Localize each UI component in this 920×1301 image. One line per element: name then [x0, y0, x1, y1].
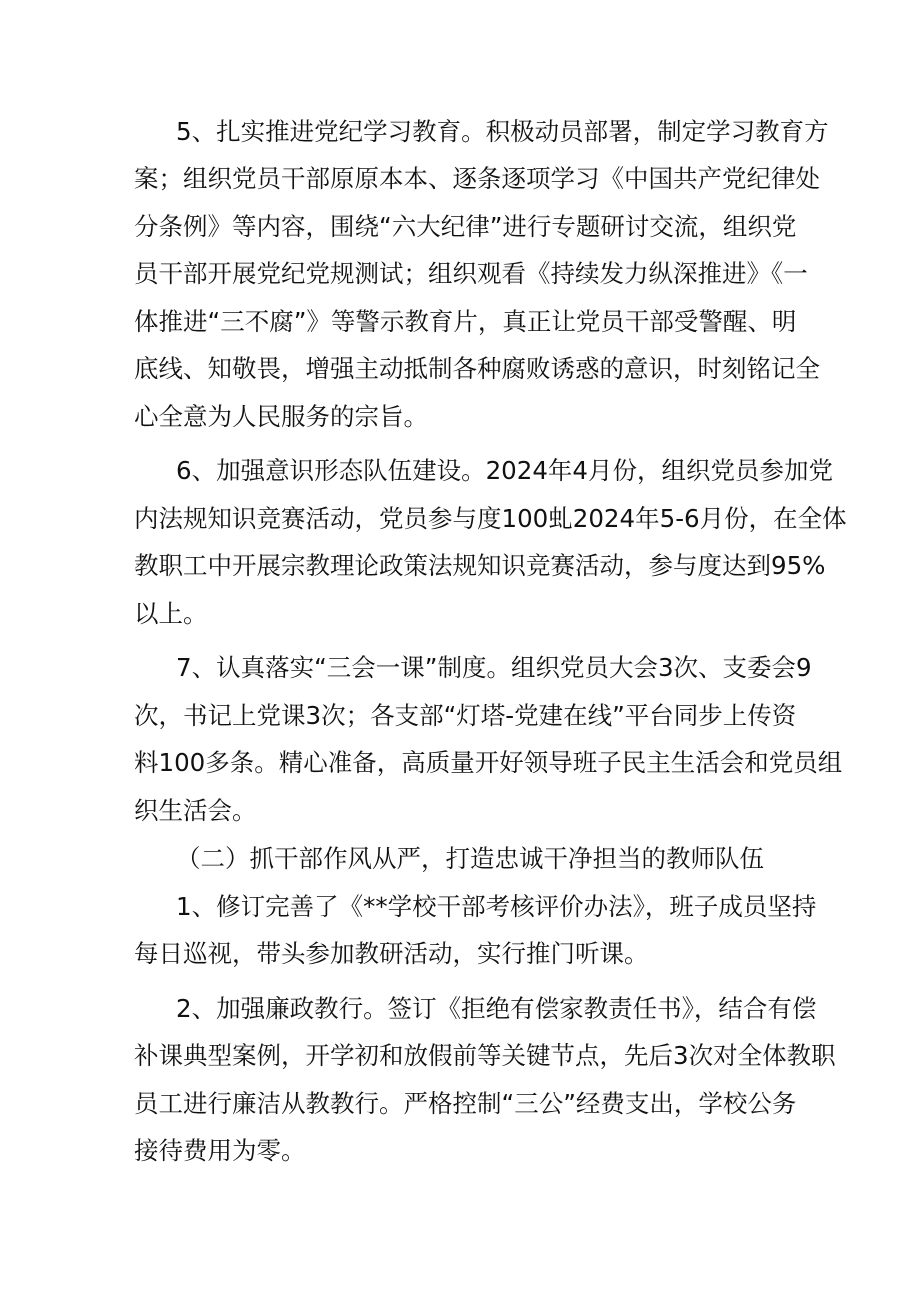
paragraph-6-line-3: 教职工中开展宗教理论政策法规知识竞赛活动，参与度达到95%	[134, 551, 826, 580]
paragraph-7-line-1: 7、认真落实“三会一课”制度。组织党员大会3次、支委会9	[176, 653, 812, 682]
paragraph-5-line-3: 分条例》等内容，围绕“六大纪律”进行专题研讨交流，组织党	[134, 212, 797, 241]
paragraph-5-line-4: 员干部开展党纪党规测试；组织观看《持续发力纵深推进》《一	[134, 259, 808, 288]
paragraph-7-line-3: 料100多条。精心准备，高质量开好领导班子民主生活会和党员组	[134, 748, 843, 777]
paragraph-1-line-2: 每日巡视，带头参加教研活动，实行推门听课。	[134, 939, 649, 968]
paragraph-5-line-1: 5、扎实推进党纪学习教育。积极动员部署，制定学习教育方	[176, 117, 829, 146]
paragraph-2-line-4: 接待费用为零。	[134, 1136, 306, 1165]
paragraph-5-line-6: 底线、知敬畏，增强主动抵制各种腐败诱惑的意识，时刻铭记全	[134, 354, 820, 383]
paragraph-7-line-4: 织生活会。	[134, 796, 257, 825]
paragraph-7-line-2: 次，书记上党课3次；各支部“灯塔-党建在线”平台同步上传资	[134, 701, 797, 730]
paragraph-6-line-1: 6、加强意识形态队伍建设。2024年4月份，组织党员参加党	[176, 456, 834, 485]
section-heading: （二）抓干部作风从严，打造忠诚干净担当的教师队伍	[176, 844, 764, 873]
paragraph-2-line-1: 2、加强廉政教行。签订《拒绝有偿家教责任书》，结合有偿	[176, 994, 817, 1023]
paragraph-5-line-5: 体推进“三不腐”》等警示教育片，真正让党员干部受警醒、明	[134, 307, 797, 336]
paragraph-5-line-7: 心全意为人民服务的宗旨。	[134, 402, 428, 431]
paragraph-1-line-1: 1、修订完善了《**学校干部考核评价办法》，班子成员坚持	[176, 892, 817, 921]
paragraph-6-line-2: 内法规知识竞赛活动，党员参与度100虬2024年5-6月份，在全体	[134, 504, 847, 533]
paragraph-2-line-3: 员工进行廉洁从教教行。严格控制“三公”经费支出，学校公务	[134, 1089, 797, 1118]
paragraph-2-line-2: 补课典型案例，开学初和放假前等关键节点，先后3次对全体教职	[134, 1041, 836, 1070]
paragraph-6-line-4: 以上。	[134, 599, 208, 628]
paragraph-5-line-2: 案；组织党员干部原原本本、逐条逐项学习《中国共产党纪律处	[134, 164, 820, 193]
